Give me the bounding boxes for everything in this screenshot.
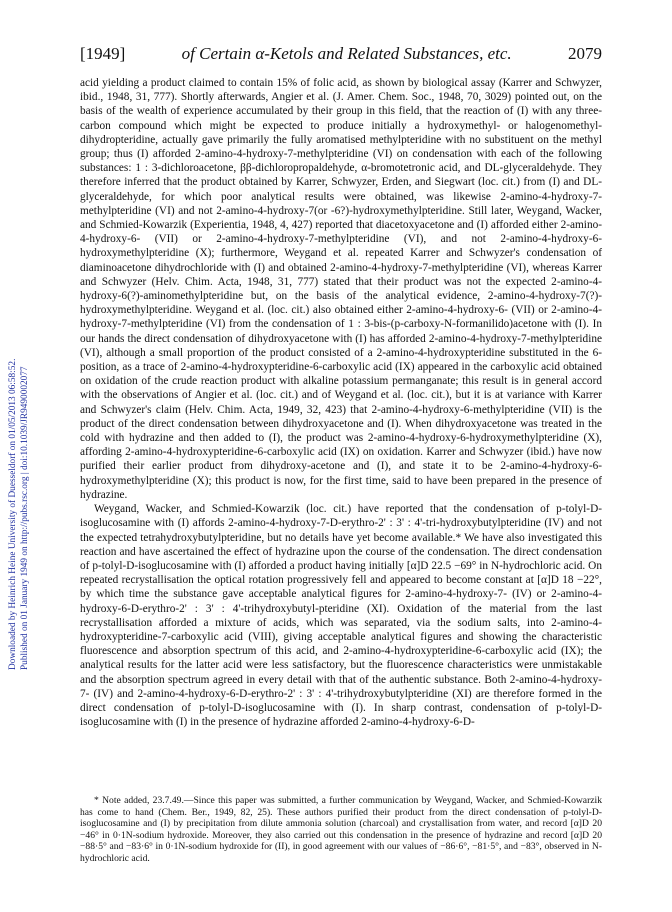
body-paragraph-1: acid yielding a product claimed to contain 15% of folic acid, as shown by biological assay (Karrer and Schwyzer, ibid., 1948, 31, 777). Shortly afterwards, Angier et al. (J. Amer. Chem. Soc., 1948, 70, 3029) pointed out, on the basis of the wealth of experience accumulated by their group in this field, that the reaction of (I) with any three-carbon compound which might be expected to produce initially a hydroxymethyl- or halogenomethyl-dihydropteridine, actually gave primarily the fully aromatised methylpteridine with no substituent on the methyl group; thus (I) afforded 2-amino-4-hydroxy-7-methylpteridine (VI) on condensation with each of the following substances: 1 : 3-dichloroacetone, ββ-dichloropropaldehyde, α-bromotetronic acid, and DL-glyceraldehyde. They therefore inferred that the product obtained by Karrer, Schwyzer, Erden, and Siegwart (loc. cit.) from (I) and DL-glyceraldehyde, for which poor analytical results were obtained, was likewise 2-amino-4-hydroxy-7-methylpteridine (VI) and not 2-amino-4-hydroxy-7(or -6?)-hydroxymethylpteridine. Still later, Weygand, Wacker, and Schmied-Kowarzik (Experientia, 1948, 4, 427) reported that diacetoxyacetone and (I) afforded either 2-amino-4-hydroxy-6- (VII) or 2-amino-4-hydroxy-7-methylpteridine (VI), and not 2-amino-4-hydroxy-6-hydroxymethylpteridine (X); furthermore, Weygand et al. repeated Karrer and Schwyzer's condensation of diaminoacetone dihydrochloride with (I) and obtained 2-amino-4-hydroxy-7-methylpteridine (VI), whereas Karrer and Schwyzer (Helv. Chim. Acta, 1948, 31, 777) stated that their product was not the expected 2-amino-4-hydroxy-6(?)-aminomethylpteridine but, on the basis of the analytical evidence, 2-amino-4-hydroxy-7(?)-hydroxymethylpteridine. Weygand et al. (loc. cit.) also obtained either 2-amino-4-hydroxy-6- (VII) or 2-amino-4-hydroxy-7-methylpteridine (VI) from the condensation of 1 : 3-bis-(p-carboxy-N-formanilido)acetone with (I). In our hands the direct condensation of dihydroxyacetone with (I) has afforded 2-amino-4-hydroxy-7-methylpteridine (VI), although a small proportion of the product consisted of a 2-amino-4-hydroxypteridine substituted in the 6-position, as a trace of 2-amino-4-hydroxypteridine-6-carboxylic acid (IX) appeared in the carboxylic acid obtained on oxidation of the crude reaction product with alkaline potassium permanganate; this result is in general accord with the observations of Angier et al. (loc. cit.) and of Weygand et al. (loc. cit.), but it is at variance with Karrer and Schwyzer's claim (Helv. Chim. Acta, 1949, 32, 423) that 2-amino-4-hydroxy-6-methylpteridine (VII) is the product of the direct condensation between dihydroxyacetone and (I). When dihydroxyacetone was treated in the cold with hydrazine and then added to (I), the product was 2-amino-4-hydroxy-6-hydroxymethylpteridine (X), affording 2-amino-4-hydroxypteridine-6-carboxylic acid (IX) on oxidation. Karrer and Schwyzer (ibid.) have now purified their earlier product from dihydroxy-acetone and (I), and state it to be 2-amino-4-hydroxy-6-hydroxymethylpteridine (X); this product is now, for the first time, said to have been prepared in the presence of hydrazine. xyxy=(80,77,602,501)
footnote xyxy=(80,795,602,865)
download-notice: Downloaded by Heinrich Heine University of Duesseldorf on 01/05/2013 06:58:52. xyxy=(8,358,18,670)
page-number: 2079 xyxy=(568,44,602,63)
header-year: [1949] xyxy=(80,44,126,63)
article-body xyxy=(80,76,602,729)
publication-notice: Published on 01 January 1949 on http://pubs.rsc.org | doi:10.1039/JR9490002077 xyxy=(20,366,30,670)
body-paragraph-2: Weygand, Wacker, and Schmied-Kowarzik (loc. cit.) have reported that the condensation of p-tolyl-D-isoglucosamine with (I) affords 2-amino-4-hydroxy-7-D-erythro-2' : 3' : 4'-tri-hydroxybutylpteridine (IV) and not the expected tetrahydroxybutylpteridine, but no details have yet become available.* We have also investigated this reaction and have ascertained the effect of hydrazine upon the course of the condensation. The direct condensation of p-tolyl-D-isoglucosamine with (I) afforded a product having initially [α]D 22.5 −69° in N-hydrochloric acid. On repeated recrystallisation the optical rotation progressively fell and appeared to become constant at [α]D 18 −22°, by which time the substance gave acceptable analytical figures for 2-amino-4-hydroxy-7- (IV) or 2-amino-4-hydroxy-6-D-erythro-2' : 3' : 4'-trihydroxybutyl-pteridine (XI). Oxidation of the material from the last recrystallisation afforded a mixture of acids, which was separated, via the sodium salts, into 2-amino-4-hydroxypteridine-7-carboxylic acid (VIII), giving acceptable analytical figures and showing the characteristic fluorescence and absorption spectrum of this acid, and 2-amino-4-hydroxypteridine-6-carboxylic acid (IX); the analytical results for the latter acid were less satisfactory, but the fluorescence characteristics were unmistakable and the absorption spectrum agreed in every detail with that of the authentic substance. Both 2-amino-4-hydroxy-7- (IV) and 2-amino-4-hydroxy-6-D-erythro-2' : 3' : 4'-trihydroxybutylpteridine (XI) are therefore formed in the direct condensation of p-tolyl-D-isoglucosamine with (I). In sharp contrast, condensation of p-tolyl-D-isoglucosamine with (I) in the presence of hydrazine afforded 2-amino-4-hydroxy-6-D- xyxy=(80,503,602,729)
download-watermark xyxy=(2,150,36,670)
running-header xyxy=(80,44,602,66)
footnote-text: * Note added, 23.7.49.—Since this paper was submitted, a further communication by Weygand, Wacker, and Schmied-Kowarzik has come to hand (Chem. Ber., 1949, 82, 25). These authors purified their product from the direct condensation of p-tolyl-D-isoglucosamine and (I) by precipitation from dilute ammonia solution (charcoal) and crystallisation from water, and record [α]D 20 −46° in 0·1N-sodium hydroxide. Moreover, they also carried out this condensation in the presence of hydrazine and record [α]D 20 −88·5° and −83·6° in 0·1N-sodium hydroxide for (II), in good agreement with our values of −86·6°, −81·5°, and −83°, observed in N-hydrochloric acid. xyxy=(80,795,602,864)
running-title: of Certain α-Ketols and Related Substances, etc. xyxy=(181,44,512,63)
